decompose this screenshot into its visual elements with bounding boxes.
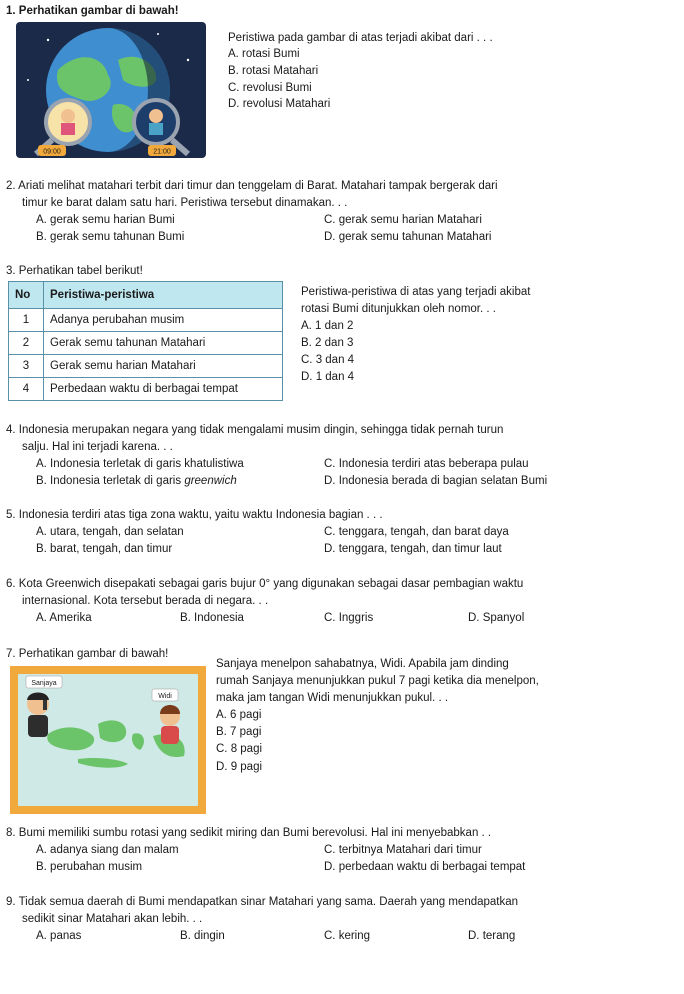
q6-line1: 6. Kota Greenwich disepakati sebagai garis bujur 0° yang digunakan sebagai dasar pembagian waktu bbox=[6, 578, 524, 590]
table-row bbox=[9, 332, 283, 355]
q3-option-d[interactable]: D. 1 dan 4 bbox=[301, 371, 355, 383]
q6-option-a[interactable]: A. Amerika bbox=[36, 612, 92, 624]
q3-option-b[interactable]: B. 2 dan 3 bbox=[301, 337, 354, 349]
table-row bbox=[9, 378, 283, 401]
table-header-row bbox=[9, 282, 283, 309]
table-cell-no: 1 bbox=[9, 309, 44, 332]
q9-option-d[interactable]: D. terang bbox=[468, 930, 516, 942]
q2-option-d[interactable]: D. gerak semu tahunan Matahari bbox=[324, 231, 492, 243]
q4-option-b-text: B. Indonesia terletak di garis bbox=[36, 475, 185, 487]
q7-option-a[interactable]: A. 6 pagi bbox=[216, 709, 262, 721]
q8-line1: 8. Bumi memiliki sumbu rotasi yang sedikit miring dan Bumi berevolusi. Hal ini menyebabkan . . bbox=[6, 827, 492, 839]
q4-line2: salju. Hal ini terjadi karena. . . bbox=[22, 441, 173, 453]
q2-line2: timur ke barat dalam satu hari. Peristiwa tersebut dinamakan. . . bbox=[22, 197, 348, 209]
table-cell-no: 3 bbox=[9, 355, 44, 378]
q7-heading: 7. Perhatikan gambar di bawah! bbox=[6, 648, 169, 660]
table-header-event: Peristiwa-peristiwa bbox=[44, 282, 283, 309]
table-cell-no: 2 bbox=[9, 332, 44, 355]
table-cell-event: Perbedaan waktu di berbagai tempat bbox=[44, 378, 283, 401]
q6-option-d[interactable]: D. Spanyol bbox=[468, 612, 525, 624]
q1-option-a[interactable]: A. rotasi Bumi bbox=[228, 48, 300, 60]
earth-rotation-illustration bbox=[8, 20, 206, 160]
q9-line1: 9. Tidak semua daerah di Bumi mendapatkan sinar Matahari yang sama. Daerah yang mendapatkan bbox=[6, 896, 519, 908]
q5-option-d[interactable]: D. tenggara, tengah, dan timur laut bbox=[324, 543, 502, 555]
q1-option-d[interactable]: D. revolusi Matahari bbox=[228, 98, 331, 110]
q2-option-c[interactable]: C. gerak semu harian Matahari bbox=[324, 214, 482, 226]
q5-option-c[interactable]: C. tenggara, tengah, dan barat daya bbox=[324, 526, 509, 538]
q7-option-d[interactable]: D. 9 pagi bbox=[216, 761, 263, 773]
q3-option-a[interactable]: A. 1 dan 2 bbox=[301, 320, 354, 332]
q3-option-c[interactable]: C. 3 dan 4 bbox=[301, 354, 355, 366]
q4-option-c[interactable]: C. Indonesia terdiri atas beberapa pulau bbox=[324, 458, 529, 470]
q3-heading: 3. Perhatikan tabel berikut! bbox=[6, 265, 143, 277]
q4-line1: 4. Indonesia merupakan negara yang tidak mengalami musim dingin, sehingga tidak pernah turun bbox=[6, 424, 504, 436]
caller-label: Sanjaya bbox=[31, 680, 57, 687]
clock-label-1: 09:00 bbox=[43, 148, 61, 156]
clock-label-2: 21:00 bbox=[153, 148, 171, 156]
q5-option-b[interactable]: B. barat, tengah, dan timur bbox=[36, 543, 173, 555]
q4-option-d[interactable]: D. Indonesia berada di bagian selatan Bumi bbox=[324, 475, 548, 487]
q7-option-c[interactable]: C. 8 pagi bbox=[216, 743, 263, 755]
q5-option-a[interactable]: A. utara, tengah, dan selatan bbox=[36, 526, 184, 538]
q7-line2: rumah Sanjaya menunjukkan pukul 7 pagi ketika dia menelpon, bbox=[216, 675, 539, 687]
q4-option-a[interactable]: A. Indonesia terletak di garis khatulistiwa bbox=[36, 458, 244, 470]
q9-option-a[interactable]: A. panas bbox=[36, 930, 82, 942]
q3-question-line2: rotasi Bumi ditunjukkan oleh nomor. . . bbox=[301, 303, 496, 315]
q6-line2: internasional. Kota tersebut berada di negara. . . bbox=[22, 595, 269, 607]
q4-option-b-italic: greenwich bbox=[184, 475, 237, 487]
q2-line1: 2. Ariati melihat matahari terbit dari timur dan tenggelam di Barat. Matahari tampak bergerak dari bbox=[6, 180, 498, 192]
q9-option-b[interactable]: B. dingin bbox=[180, 930, 225, 942]
q7-line1: Sanjaya menelpon sahabatnya, Widi. Apabila jam dinding bbox=[216, 658, 509, 670]
q2-option-a[interactable]: A. gerak semu harian Bumi bbox=[36, 214, 175, 226]
q3-table bbox=[8, 281, 283, 401]
phone-call-map-illustration bbox=[8, 664, 208, 816]
table-cell-no: 4 bbox=[9, 378, 44, 401]
q7-option-b[interactable]: B. 7 pagi bbox=[216, 726, 262, 738]
q8-option-b[interactable]: B. perubahan musim bbox=[36, 861, 143, 873]
table-cell-event: Gerak semu harian Matahari bbox=[44, 355, 283, 378]
q9-line2: sedikit sinar Matahari akan lebih. . . bbox=[22, 913, 203, 925]
q6-option-b[interactable]: B. Indonesia bbox=[180, 612, 244, 624]
q8-option-d[interactable]: D. perbedaan waktu di berbagai tempat bbox=[324, 861, 526, 873]
q9-option-c[interactable]: C. kering bbox=[324, 930, 371, 942]
q5-line1: 5. Indonesia terdiri atas tiga zona waktu, yaitu waktu Indonesia bagian . . . bbox=[6, 509, 383, 521]
receiver-label: Widi bbox=[158, 693, 172, 700]
q3-question-line1: Peristiwa-peristiwa di atas yang terjadi akibat bbox=[301, 286, 531, 298]
q8-option-a[interactable]: A. adanya siang dan malam bbox=[36, 844, 179, 856]
table-row bbox=[9, 309, 283, 332]
table-row bbox=[9, 355, 283, 378]
q7-line3: maka jam tangan Widi menunjukkan pukul. . . bbox=[216, 692, 449, 704]
table-cell-event: Gerak semu tahunan Matahari bbox=[44, 332, 283, 355]
table-cell-event: Adanya perubahan musim bbox=[44, 309, 283, 332]
table-header-no: No bbox=[9, 282, 44, 309]
q2-option-b[interactable]: B. gerak semu tahunan Bumi bbox=[36, 231, 185, 243]
q6-option-c[interactable]: C. Inggris bbox=[324, 612, 374, 624]
q4-option-b[interactable] bbox=[36, 474, 237, 488]
q8-option-c[interactable]: C. terbitnya Matahari dari timur bbox=[324, 844, 482, 856]
q1-heading: 1. Perhatikan gambar di bawah! bbox=[6, 5, 179, 17]
q1-question: Peristiwa pada gambar di atas terjadi akibat dari . . . bbox=[228, 32, 493, 44]
q1-option-b[interactable]: B. rotasi Matahari bbox=[228, 65, 319, 77]
q1-option-c[interactable]: C. revolusi Bumi bbox=[228, 82, 312, 94]
